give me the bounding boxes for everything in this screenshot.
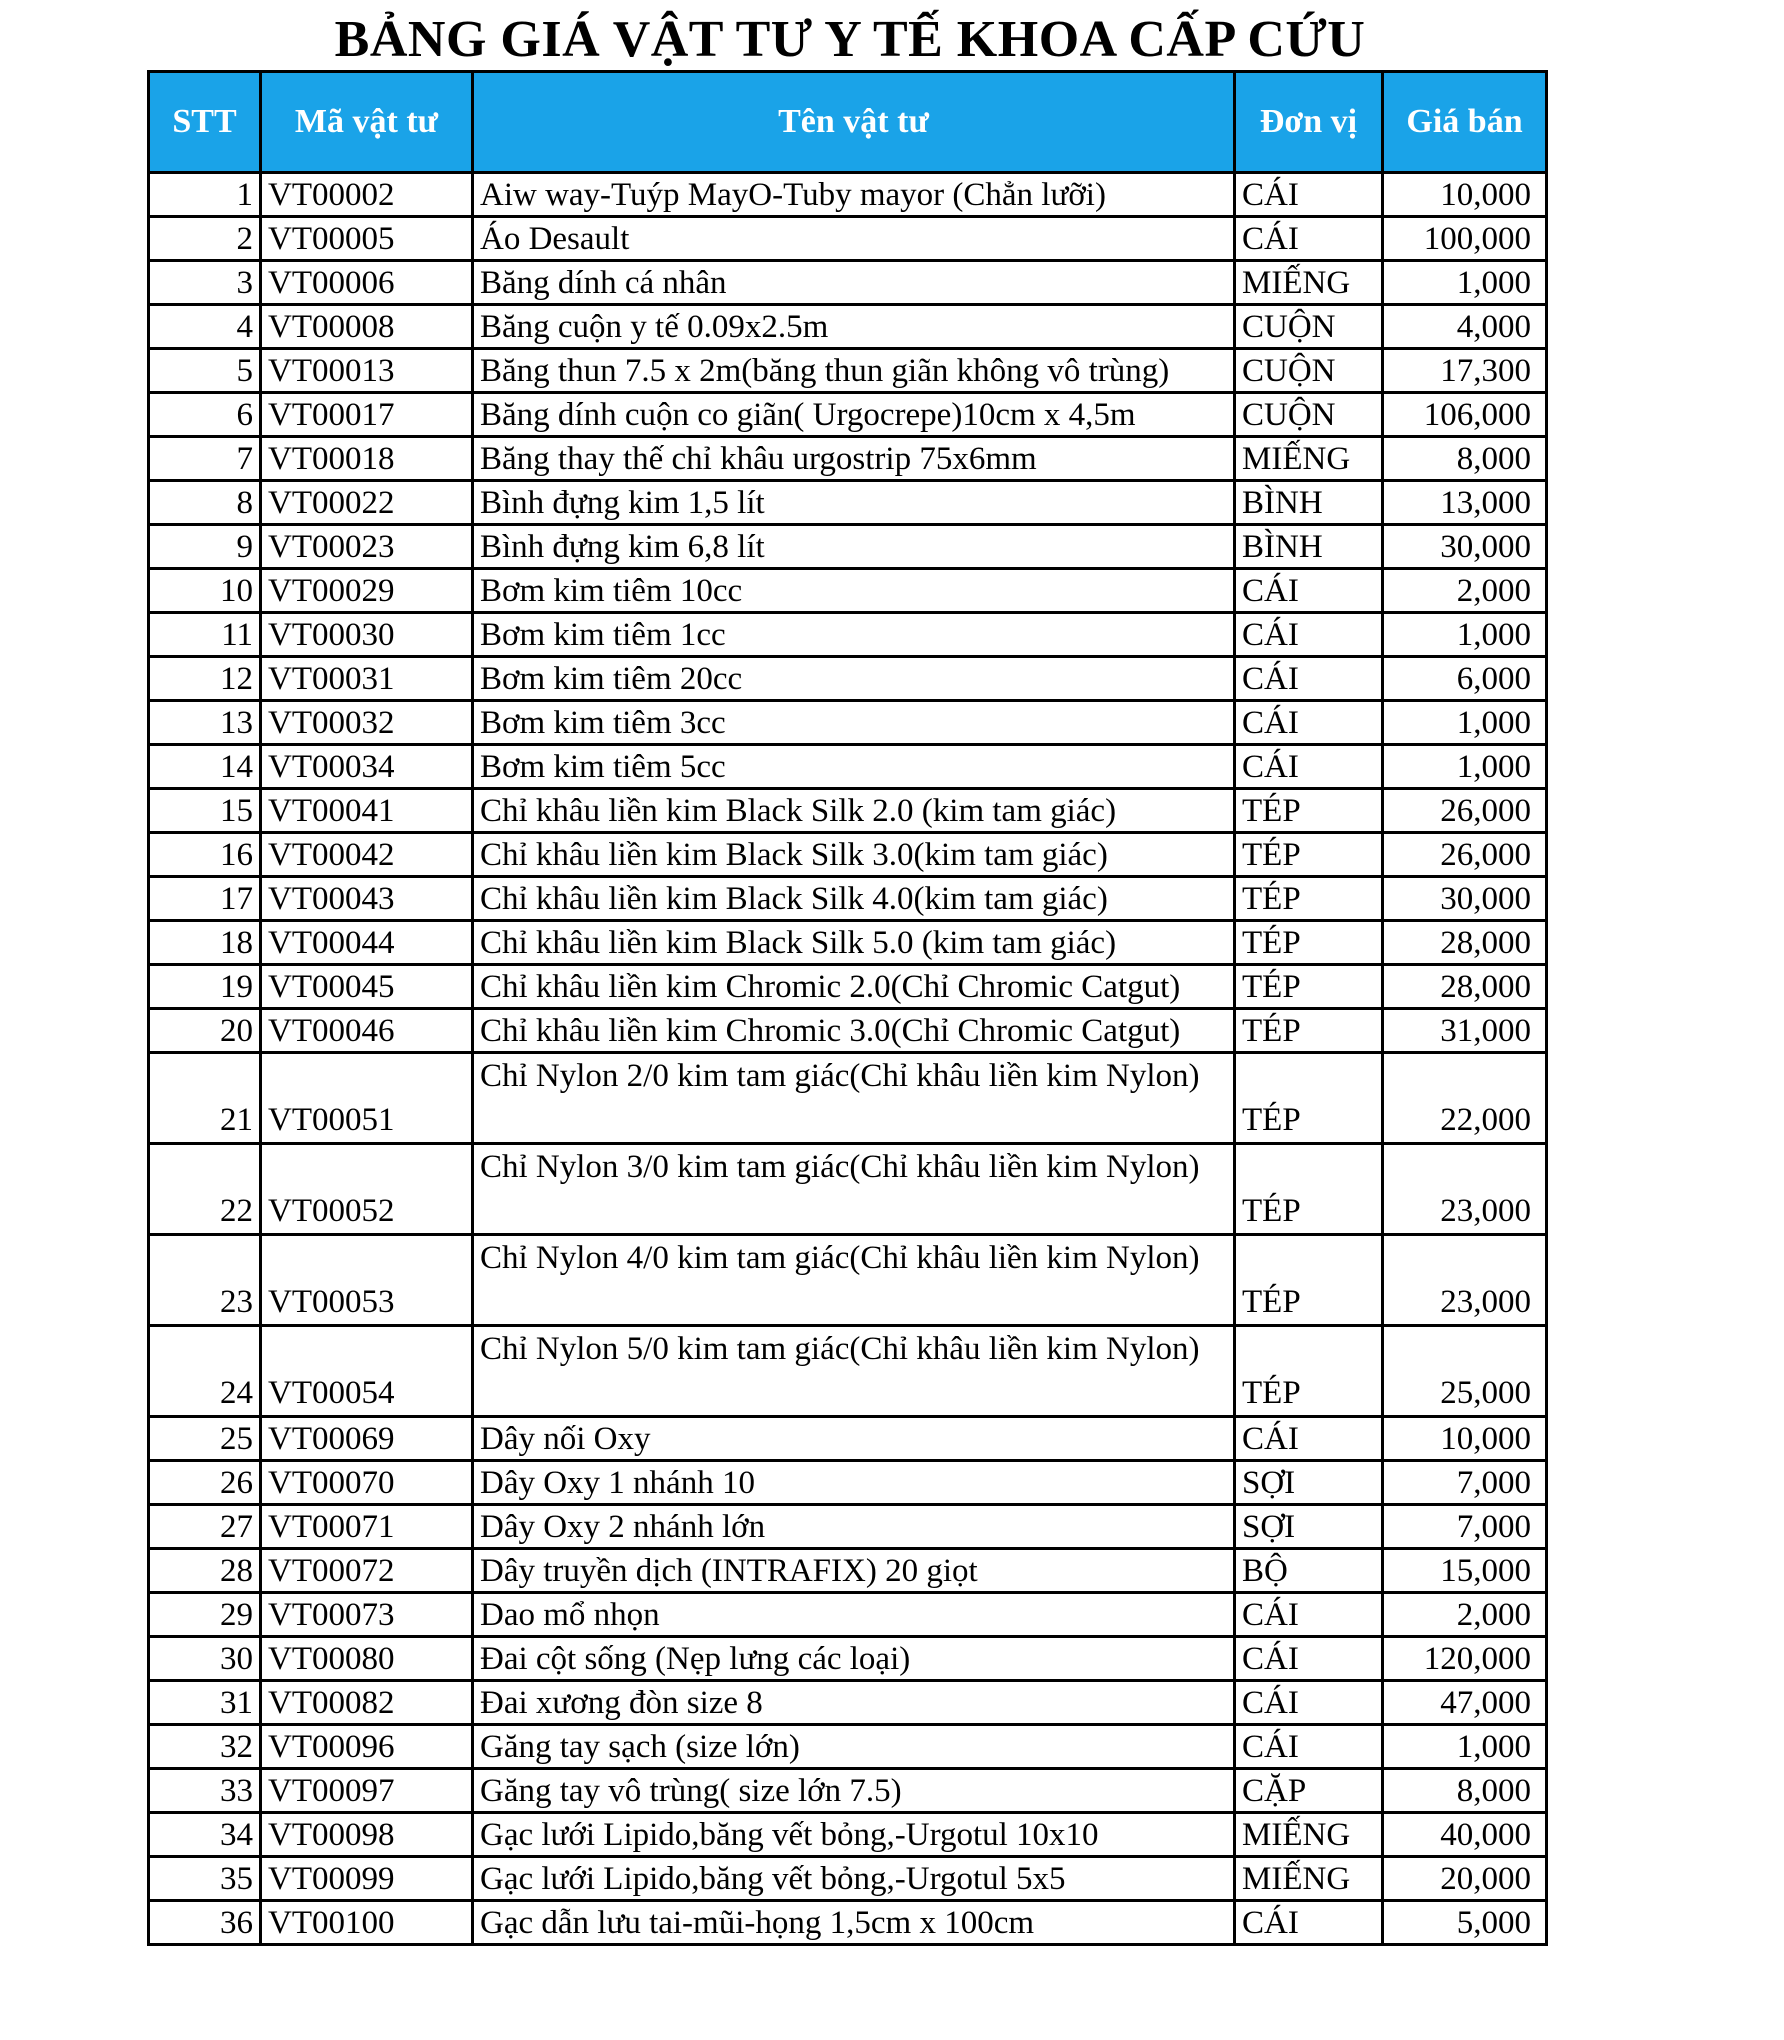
- cell-code: VT00018: [261, 437, 473, 481]
- cell-code: VT00073: [261, 1593, 473, 1637]
- cell-stt: 5: [149, 349, 261, 393]
- cell-unit: MIẾNG: [1235, 1813, 1383, 1857]
- cell-stt: 28: [149, 1549, 261, 1593]
- cell-stt: 30: [149, 1637, 261, 1681]
- cell-name: Găng tay sạch (size lớn): [473, 1725, 1235, 1769]
- cell-price: 1,000: [1383, 745, 1547, 789]
- cell-unit: MIẾNG: [1235, 261, 1383, 305]
- cell-price: 8,000: [1383, 1769, 1547, 1813]
- table-row: [149, 1549, 1547, 1593]
- header-name: Tên vật tư: [473, 72, 1235, 173]
- cell-stt: 36: [149, 1901, 261, 1945]
- cell-price: 28,000: [1383, 965, 1547, 1009]
- table-row: [149, 305, 1547, 349]
- table-row: [149, 481, 1547, 525]
- cell-price: 25,000: [1383, 1326, 1547, 1417]
- cell-price: 15,000: [1383, 1549, 1547, 1593]
- table-row: [149, 217, 1547, 261]
- cell-name: Bình đựng kim 1,5 lít: [473, 481, 1235, 525]
- page-title: BẢNG GIÁ VẬT TƯ Y TẾ KHOA CẤP CỨU: [334, 11, 1366, 68]
- cell-name: Dây truyền dịch (INTRAFIX) 20 giọt: [473, 1549, 1235, 1593]
- cell-stt: 14: [149, 745, 261, 789]
- cell-name: Đai xương đòn size 8: [473, 1681, 1235, 1725]
- cell-stt: 2: [149, 217, 261, 261]
- cell-code: VT00008: [261, 305, 473, 349]
- cell-unit: TÉP: [1235, 833, 1383, 877]
- cell-code: VT00043: [261, 877, 473, 921]
- cell-code: VT00053: [261, 1235, 473, 1326]
- table-row: [149, 877, 1547, 921]
- cell-price: 23,000: [1383, 1144, 1547, 1235]
- cell-name: Aiw way-Tuýp MayO-Tuby mayor (Chẳn lưỡi): [473, 173, 1235, 217]
- cell-price: 106,000: [1383, 393, 1547, 437]
- cell-unit: CÁI: [1235, 217, 1383, 261]
- cell-code: VT00032: [261, 701, 473, 745]
- cell-stt: 4: [149, 305, 261, 349]
- cell-unit: TÉP: [1235, 1235, 1383, 1326]
- cell-code: VT00030: [261, 613, 473, 657]
- cell-price: 1,000: [1383, 261, 1547, 305]
- cell-name: Dao mổ nhọn: [473, 1593, 1235, 1637]
- cell-stt: 35: [149, 1857, 261, 1901]
- table-row: [149, 1769, 1547, 1813]
- cell-stt: 17: [149, 877, 261, 921]
- table-header-row: [149, 72, 1547, 173]
- cell-unit: CÁI: [1235, 1593, 1383, 1637]
- cell-price: 30,000: [1383, 525, 1547, 569]
- cell-unit: TÉP: [1235, 965, 1383, 1009]
- cell-unit: TÉP: [1235, 921, 1383, 965]
- cell-name: Bơm kim tiêm 10cc: [473, 569, 1235, 613]
- cell-name: Chỉ khâu liền kim Black Silk 3.0(kim tam giác): [473, 833, 1235, 877]
- cell-code: VT00082: [261, 1681, 473, 1725]
- cell-name: Gạc lưới Lipido,băng vết bỏng,-Urgotul 5x5: [473, 1857, 1235, 1901]
- cell-price: 31,000: [1383, 1009, 1547, 1053]
- cell-unit: CÁI: [1235, 569, 1383, 613]
- table-row: [149, 437, 1547, 481]
- table-row: [149, 261, 1547, 305]
- cell-name: Dây Oxy 1 nhánh 10: [473, 1461, 1235, 1505]
- cell-stt: 13: [149, 701, 261, 745]
- cell-code: VT00080: [261, 1637, 473, 1681]
- cell-price: 2,000: [1383, 1593, 1547, 1637]
- table-row: [149, 1144, 1547, 1235]
- cell-unit: MIẾNG: [1235, 1857, 1383, 1901]
- cell-code: VT00072: [261, 1549, 473, 1593]
- cell-unit: CUỘN: [1235, 393, 1383, 437]
- table-row: [149, 1637, 1547, 1681]
- table-row: [149, 1417, 1547, 1461]
- table-row: [149, 569, 1547, 613]
- cell-price: 47,000: [1383, 1681, 1547, 1725]
- cell-name: Bơm kim tiêm 5cc: [473, 745, 1235, 789]
- table-row: [149, 1505, 1547, 1549]
- cell-stt: 27: [149, 1505, 261, 1549]
- table-row: [149, 525, 1547, 569]
- cell-unit: TÉP: [1235, 1009, 1383, 1053]
- cell-price: 1,000: [1383, 701, 1547, 745]
- cell-unit: CÁI: [1235, 1637, 1383, 1681]
- cell-price: 28,000: [1383, 921, 1547, 965]
- table-row: [149, 1681, 1547, 1725]
- cell-code: VT00100: [261, 1901, 473, 1945]
- cell-code: VT00023: [261, 525, 473, 569]
- cell-code: VT00044: [261, 921, 473, 965]
- cell-code: VT00070: [261, 1461, 473, 1505]
- cell-name: Chỉ Nylon 2/0 kim tam giác(Chỉ khâu liền kim Nylon): [473, 1053, 1235, 1144]
- cell-unit: BỘ: [1235, 1549, 1383, 1593]
- cell-price: 1,000: [1383, 613, 1547, 657]
- cell-code: VT00006: [261, 261, 473, 305]
- cell-code: VT00041: [261, 789, 473, 833]
- cell-name: Chỉ khâu liền kim Black Silk 4.0(kim tam giác): [473, 877, 1235, 921]
- cell-unit: CÁI: [1235, 173, 1383, 217]
- table-row: [149, 1326, 1547, 1417]
- cell-price: 40,000: [1383, 1813, 1547, 1857]
- cell-price: 20,000: [1383, 1857, 1547, 1901]
- cell-stt: 6: [149, 393, 261, 437]
- cell-unit: TÉP: [1235, 1144, 1383, 1235]
- cell-name: Đai cột sống (Nẹp lưng các loại): [473, 1637, 1235, 1681]
- cell-name: Bơm kim tiêm 20cc: [473, 657, 1235, 701]
- cell-name: Chỉ khâu liền kim Black Silk 2.0 (kim tam giác): [473, 789, 1235, 833]
- cell-stt: 18: [149, 921, 261, 965]
- cell-name: Chỉ Nylon 3/0 kim tam giác(Chỉ khâu liền kim Nylon): [473, 1144, 1235, 1235]
- table-row: [149, 1461, 1547, 1505]
- table-row: [149, 657, 1547, 701]
- cell-stt: 29: [149, 1593, 261, 1637]
- cell-code: VT00051: [261, 1053, 473, 1144]
- cell-name: Bình đựng kim 6,8 lít: [473, 525, 1235, 569]
- cell-name: Gạc dẫn lưu tai-mũi-họng 1,5cm x 100cm: [473, 1901, 1235, 1945]
- cell-stt: 26: [149, 1461, 261, 1505]
- cell-price: 100,000: [1383, 217, 1547, 261]
- cell-unit: CÁI: [1235, 745, 1383, 789]
- cell-unit: CUỘN: [1235, 349, 1383, 393]
- cell-name: Chỉ Nylon 4/0 kim tam giác(Chỉ khâu liền kim Nylon): [473, 1235, 1235, 1326]
- cell-name: Áo Desault: [473, 217, 1235, 261]
- cell-code: VT00031: [261, 657, 473, 701]
- cell-name: Bơm kim tiêm 1cc: [473, 613, 1235, 657]
- cell-code: VT00054: [261, 1326, 473, 1417]
- cell-price: 26,000: [1383, 833, 1547, 877]
- cell-code: VT00029: [261, 569, 473, 613]
- cell-code: VT00034: [261, 745, 473, 789]
- cell-code: VT00052: [261, 1144, 473, 1235]
- table-body: [149, 173, 1547, 1945]
- cell-code: VT00097: [261, 1769, 473, 1813]
- cell-price: 17,300: [1383, 349, 1547, 393]
- cell-stt: 33: [149, 1769, 261, 1813]
- header-code: Mã vật tư: [261, 72, 473, 173]
- cell-unit: CÁI: [1235, 657, 1383, 701]
- cell-code: VT00022: [261, 481, 473, 525]
- table-row: [149, 1593, 1547, 1637]
- table-row: [149, 701, 1547, 745]
- cell-code: VT00042: [261, 833, 473, 877]
- cell-code: VT00099: [261, 1857, 473, 1901]
- cell-name: Chỉ khâu liền kim Black Silk 5.0 (kim tam giác): [473, 921, 1235, 965]
- cell-name: Chỉ Nylon 5/0 kim tam giác(Chỉ khâu liền kim Nylon): [473, 1326, 1235, 1417]
- cell-stt: 23: [149, 1235, 261, 1326]
- cell-code: VT00045: [261, 965, 473, 1009]
- header-unit: Đơn vị: [1235, 72, 1383, 173]
- cell-stt: 1: [149, 173, 261, 217]
- cell-price: 4,000: [1383, 305, 1547, 349]
- table-row: [149, 789, 1547, 833]
- table-row: [149, 745, 1547, 789]
- cell-price: 1,000: [1383, 1725, 1547, 1769]
- cell-price: 26,000: [1383, 789, 1547, 833]
- cell-stt: 15: [149, 789, 261, 833]
- table-row: [149, 613, 1547, 657]
- cell-code: VT00013: [261, 349, 473, 393]
- table-row: [149, 1901, 1547, 1945]
- cell-stt: 3: [149, 261, 261, 305]
- cell-stt: 21: [149, 1053, 261, 1144]
- cell-code: VT00046: [261, 1009, 473, 1053]
- table-row: [149, 1857, 1547, 1901]
- table-row: [149, 965, 1547, 1009]
- cell-name: Băng cuộn y tế 0.09x2.5m: [473, 305, 1235, 349]
- cell-unit: TÉP: [1235, 789, 1383, 833]
- table-row: [149, 393, 1547, 437]
- cell-stt: 22: [149, 1144, 261, 1235]
- table-row: [149, 1009, 1547, 1053]
- cell-code: VT00098: [261, 1813, 473, 1857]
- cell-stt: 24: [149, 1326, 261, 1417]
- cell-unit: CẶP: [1235, 1769, 1383, 1813]
- table-row: [149, 1235, 1547, 1326]
- cell-stt: 7: [149, 437, 261, 481]
- cell-unit: CÁI: [1235, 1901, 1383, 1945]
- cell-stt: 19: [149, 965, 261, 1009]
- cell-name: Băng thay thế chỉ khâu urgostrip 75x6mm: [473, 437, 1235, 481]
- cell-name: Chỉ khâu liền kim Chromic 2.0(Chỉ Chromic Catgut): [473, 965, 1235, 1009]
- cell-price: 10,000: [1383, 1417, 1547, 1461]
- cell-price: 6,000: [1383, 657, 1547, 701]
- cell-unit: TÉP: [1235, 1326, 1383, 1417]
- header-price: Giá bán: [1383, 72, 1547, 173]
- cell-name: Dây Oxy 2 nhánh lớn: [473, 1505, 1235, 1549]
- cell-stt: 9: [149, 525, 261, 569]
- cell-stt: 12: [149, 657, 261, 701]
- cell-code: VT00002: [261, 173, 473, 217]
- cell-stt: 31: [149, 1681, 261, 1725]
- table-row: [149, 833, 1547, 877]
- cell-name: Dây nối Oxy: [473, 1417, 1235, 1461]
- cell-price: 23,000: [1383, 1235, 1547, 1326]
- cell-unit: TÉP: [1235, 877, 1383, 921]
- cell-stt: 10: [149, 569, 261, 613]
- table-row: [149, 1725, 1547, 1769]
- cell-name: Găng tay vô trùng( size lớn 7.5): [473, 1769, 1235, 1813]
- cell-name: Chỉ khâu liền kim Chromic 3.0(Chỉ Chromic Catgut): [473, 1009, 1235, 1053]
- cell-price: 120,000: [1383, 1637, 1547, 1681]
- cell-name: Bơm kim tiêm 3cc: [473, 701, 1235, 745]
- table-row: [149, 173, 1547, 217]
- cell-code: VT00096: [261, 1725, 473, 1769]
- cell-code: VT00069: [261, 1417, 473, 1461]
- cell-name: Băng dính cuộn co giãn( Urgocrepe)10cm x 4,5m: [473, 393, 1235, 437]
- cell-price: 2,000: [1383, 569, 1547, 613]
- cell-unit: CÁI: [1235, 701, 1383, 745]
- cell-code: VT00017: [261, 393, 473, 437]
- cell-unit: CÁI: [1235, 613, 1383, 657]
- cell-unit: TÉP: [1235, 1053, 1383, 1144]
- cell-unit: CÁI: [1235, 1417, 1383, 1461]
- cell-code: VT00071: [261, 1505, 473, 1549]
- cell-unit: SỢI: [1235, 1505, 1383, 1549]
- cell-price: 13,000: [1383, 481, 1547, 525]
- table-row: [149, 1053, 1547, 1144]
- cell-code: VT00005: [261, 217, 473, 261]
- cell-price: 8,000: [1383, 437, 1547, 481]
- cell-name: Gạc lưới Lipido,băng vết bỏng,-Urgotul 10x10: [473, 1813, 1235, 1857]
- cell-price: 10,000: [1383, 173, 1547, 217]
- cell-stt: 20: [149, 1009, 261, 1053]
- cell-price: 7,000: [1383, 1505, 1547, 1549]
- cell-unit: CÁI: [1235, 1725, 1383, 1769]
- header-stt: STT: [149, 72, 261, 173]
- cell-stt: 25: [149, 1417, 261, 1461]
- cell-stt: 11: [149, 613, 261, 657]
- cell-unit: MIẾNG: [1235, 437, 1383, 481]
- cell-stt: 34: [149, 1813, 261, 1857]
- cell-unit: SỢI: [1235, 1461, 1383, 1505]
- cell-unit: CÁI: [1235, 1681, 1383, 1725]
- table-row: [149, 1813, 1547, 1857]
- cell-price: 22,000: [1383, 1053, 1547, 1144]
- cell-unit: BÌNH: [1235, 481, 1383, 525]
- cell-price: 5,000: [1383, 1901, 1547, 1945]
- price-table: [147, 70, 1548, 1946]
- cell-stt: 32: [149, 1725, 261, 1769]
- cell-stt: 16: [149, 833, 261, 877]
- table-row: [149, 921, 1547, 965]
- cell-price: 7,000: [1383, 1461, 1547, 1505]
- cell-unit: CUỘN: [1235, 305, 1383, 349]
- cell-stt: 8: [149, 481, 261, 525]
- cell-name: Băng dính cá nhân: [473, 261, 1235, 305]
- cell-unit: BÌNH: [1235, 525, 1383, 569]
- cell-price: 30,000: [1383, 877, 1547, 921]
- cell-name: Băng thun 7.5 x 2m(băng thun giãn không vô trùng): [473, 349, 1235, 393]
- table-row: [149, 349, 1547, 393]
